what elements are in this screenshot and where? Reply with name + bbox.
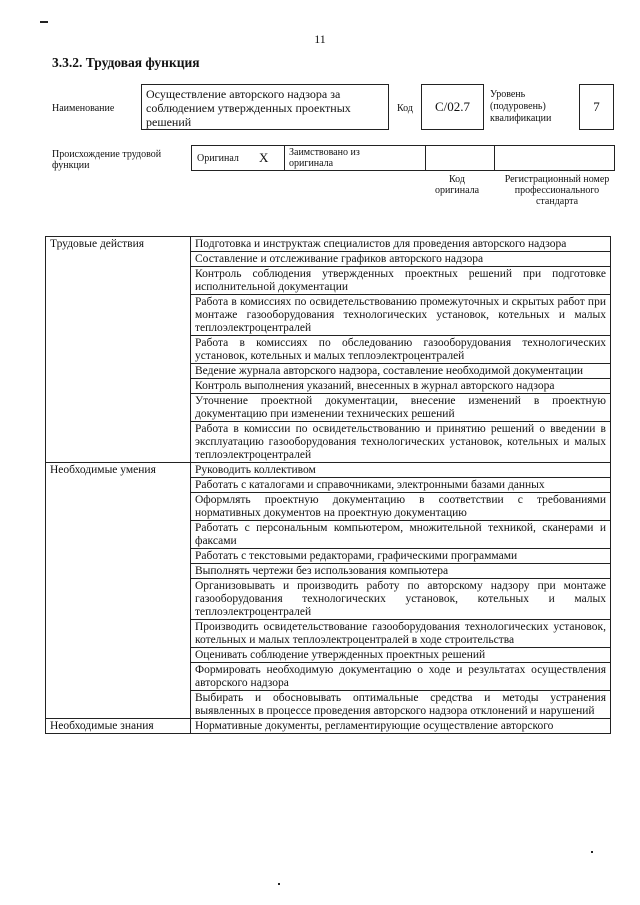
skills-label: Необходимые умения <box>46 463 191 719</box>
function-name-value: Осуществление авторского надзора за соблюдением утвержденных проектных решений <box>141 84 389 130</box>
level-label-text: Уровень (подуровень) квалификации <box>490 89 552 124</box>
skill-item: Выполнять чертежи без использования компьютера <box>191 564 611 579</box>
level-label <box>490 89 574 125</box>
skill-item: Организовывать и производить работу по авторскому надзору при монтаже газооборудования технологических установок, котельных и малых теплоэлектроцентралей <box>191 579 611 620</box>
labor-action-item: Составление и отслеживание графиков авторского надзора <box>191 252 611 267</box>
page-number: 11 <box>314 32 326 46</box>
name-label: Наименование <box>52 103 115 114</box>
skill-item: Оформлять проектную документацию в соответствии с требованиями нормативных документов на проектную документацию <box>191 493 611 521</box>
origin-reg-cell <box>494 145 615 171</box>
skill-item: Производить освидетельствование газооборудования технологических установок, котельных и малых теплоэлектроцентралей в ходе строительства <box>191 620 611 648</box>
skill-item: Работать с текстовыми редакторами, графическими программами <box>191 549 611 564</box>
skill-item: Выбирать и обосновывать оптимальные средства и методы устранения выявленных в процессе проведения авторского надзора отклонений и нарушений <box>191 691 611 719</box>
labor-action-item: Контроль соблюдения утвержденных проектных решений при подготовке исполнительной документации <box>191 267 611 295</box>
code-label: Код <box>397 103 413 114</box>
skill-item: Работать с персональным компьютером, множительной техникой, сканерами и факсами <box>191 521 611 549</box>
labor-action-item: Работа в комиссии по освидетельствованию и принятию решений о введении в эксплуатацию газооборудования технологических установок, котельных и малых теплоэлектроцентралей <box>191 422 611 463</box>
labor-actions-label: Трудовые действия <box>46 237 191 463</box>
section-title: 3.3.2. Трудовая функция <box>52 55 200 70</box>
knowledge-label: Необходимые знания <box>46 719 191 734</box>
table-row <box>46 463 611 478</box>
table-row <box>46 719 611 734</box>
skill-item: Формировать необходимую документацию о ходе и результатах осуществления авторского надзора <box>191 663 611 691</box>
labor-action-item: Ведение журнала авторского надзора, составление необходимой документации <box>191 364 611 379</box>
origin-borrowed-cell <box>284 145 426 171</box>
labor-action-item: Работа в комиссиях по обследованию газооборудования технологических установок, котельных и малых теплоэлектроцентралей <box>191 336 611 364</box>
origin-original-cell <box>191 145 285 171</box>
scan-mark <box>40 21 48 23</box>
table-row <box>46 237 611 252</box>
reg-number-caption: Регистрационный номер профессионального стандарта <box>504 174 610 207</box>
labor-action-item: Подготовка и инструктаж специалистов для проведения авторского надзора <box>191 237 611 252</box>
original-mark: X <box>259 150 269 165</box>
origin-label: Происхождение трудовой функции <box>52 149 162 171</box>
scan-mark <box>591 851 593 853</box>
code-value: С/02.7 <box>421 84 484 130</box>
labor-action-item: Контроль выполнения указаний, внесенных в журнал авторского надзора <box>191 379 611 394</box>
origin-code-cell <box>425 145 495 171</box>
skill-item: Работать с каталогами и справочниками, электронными базами данных <box>191 478 611 493</box>
competency-table <box>45 236 611 734</box>
labor-action-item: Уточнение проектной документации, внесение изменений в проектную документацию при изменении технических решений <box>191 394 611 422</box>
original-label: Оригинал <box>197 153 239 164</box>
knowledge-item: Нормативные документы, регламентирующие осуществление авторского <box>191 719 611 734</box>
skill-item: Руководить коллективом <box>191 463 611 478</box>
labor-action-item: Работа в комиссиях по освидетельствованию промежуточных и скрытых работ при монтаже газооборудования технологических установок, котельных и малых теплоэлектроцентралей <box>191 295 611 336</box>
borrowed-label: Заимствовано из оригинала <box>289 147 360 169</box>
scan-mark <box>278 883 280 885</box>
skill-item: Оценивать соблюдение утвержденных проектных решений <box>191 648 611 663</box>
origin-row <box>191 145 615 171</box>
code-original-caption: Код оригинала <box>434 174 480 196</box>
level-value: 7 <box>579 84 614 130</box>
